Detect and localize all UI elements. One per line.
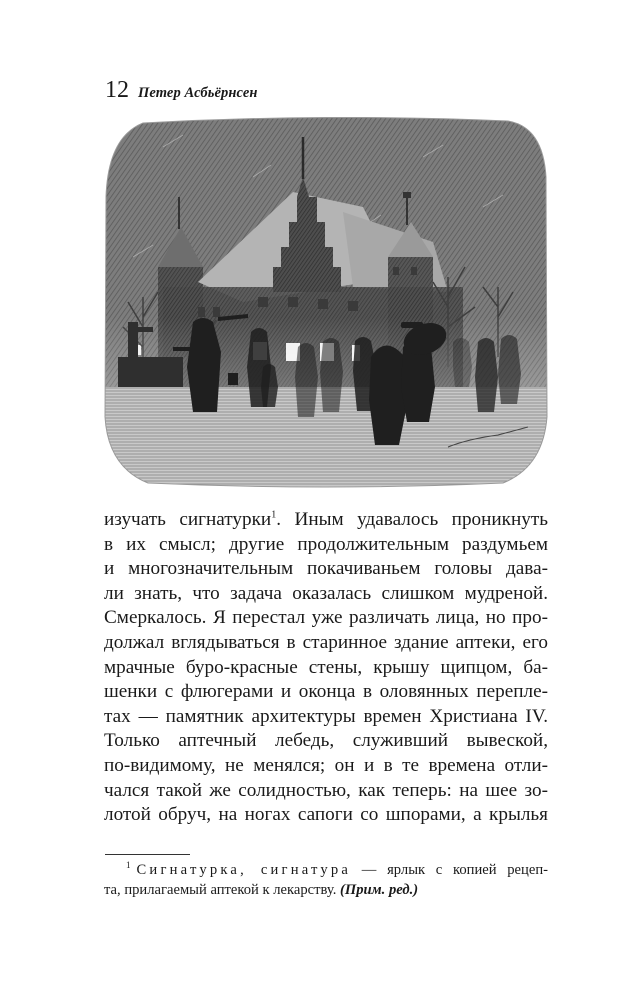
footnote (104, 860, 548, 900)
text-line: мрачные буро-красные стены, крышу щипцом, ба- (104, 656, 548, 678)
footnote-number: 1 (126, 860, 131, 871)
text-line: по-видимому, не менялся; он и в те времена отли- (104, 754, 548, 776)
text-line: изучать сигнатурки$^1$. Иным удавалось проникнуть (104, 509, 548, 530)
running-head (105, 76, 258, 104)
editor-note: (Прим. ред.) (340, 882, 419, 898)
text-line: и многозначительным покачиваньем головы дава- (104, 558, 548, 580)
text-line: должал вглядываться в старинное здание аптеки, его (104, 631, 548, 653)
text-line: чался такой же солидностью, как теперь: на шее зо- (104, 779, 548, 801)
body-text (104, 508, 548, 828)
text-line: Только аптечный лебедь, служивший вывеской, (104, 730, 548, 752)
footnote-line: та, прилагаемый аптекой к лекарству. (Прим. ред.) (104, 882, 419, 898)
page-number: 12 (105, 77, 129, 103)
text-line: ли знать, что задача оказалась слишком мудреной. (104, 582, 548, 604)
running-title: Петер Асбьёрнсен (138, 85, 258, 101)
text-line: Смеркалось. Я перестал уже различать лица, но про- (104, 607, 548, 629)
text-line: в их смысл; другие продолжительным раздумьем (104, 533, 548, 555)
footnote-divider (105, 854, 190, 855)
footnote-line: $^1$ Сигнатурка, сигнатура — ярлык с копией рецеп- (126, 860, 548, 878)
engraving-illustration (103, 117, 548, 489)
text-line: шенки с флюгерами и оконца в оловянных перепле- (104, 681, 548, 703)
footnote-term: Сигнатурка, сигнатура (136, 862, 352, 878)
text-line: лотой обруч, на ногах сапоги со шпорами, а крылья (104, 804, 548, 826)
text-line: тах — памятник архитектуры времен Христиана IV. (104, 705, 548, 727)
footnote-reference[interactable]: 1 (271, 509, 277, 521)
